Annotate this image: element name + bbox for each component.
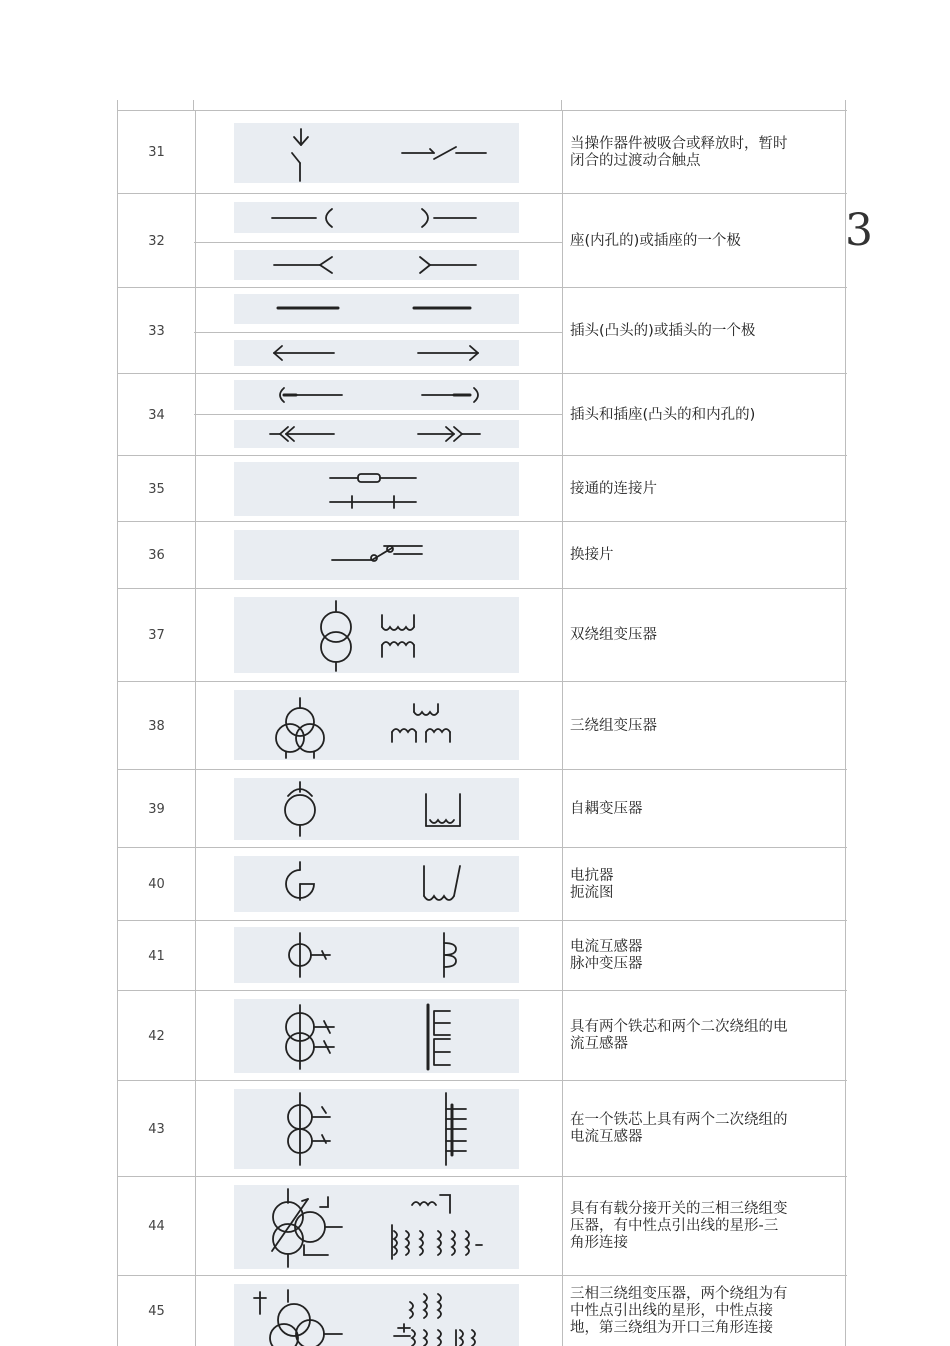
table-row [117, 373, 847, 456]
symbol-38 [234, 690, 519, 760]
symbol-43 [234, 1089, 519, 1169]
symbol-cell [194, 456, 563, 522]
table-row [117, 588, 847, 682]
page-mark: 3 [845, 205, 873, 256]
symbol-31 [234, 123, 519, 183]
symbol-cell [194, 921, 563, 991]
table-row [117, 110, 847, 194]
description: 双绕组变压器 [562, 589, 846, 682]
description: 插头和插座(凸头的和内孔的) [562, 374, 846, 456]
row-number: 31 [117, 111, 196, 194]
table-row [117, 287, 847, 374]
table-row [117, 847, 847, 921]
symbol-33b [234, 340, 519, 366]
symbol-35 [234, 462, 519, 516]
symbol-42 [234, 999, 519, 1073]
symbol-cell [194, 111, 563, 194]
table-row [117, 769, 847, 848]
symbol-table [117, 110, 847, 1342]
description: 换接片 [562, 522, 846, 589]
row-number: 42 [117, 991, 196, 1081]
row-number: 45 [117, 1276, 196, 1346]
row-number: 33 [117, 288, 196, 374]
symbol-33a [234, 294, 519, 324]
symbol-34a [234, 380, 519, 410]
row-number: 41 [117, 921, 196, 991]
table-row [117, 681, 847, 770]
symbol-cell [194, 1177, 563, 1276]
symbol-cell [194, 991, 563, 1081]
table-top-rule [845, 100, 846, 110]
row-number: 36 [117, 522, 196, 589]
symbol-36 [234, 530, 519, 580]
description: 三绕组变压器 [562, 682, 846, 770]
symbol-cell [194, 522, 563, 589]
table-row [117, 1080, 847, 1177]
description: 插头(凸头的)或插头的一个极 [562, 288, 846, 374]
description: 自耦变压器 [562, 770, 846, 848]
table-row [117, 920, 847, 991]
row-number: 35 [117, 456, 196, 522]
description: 座(内孔的)或插座的一个极 [562, 194, 846, 288]
row-number: 44 [117, 1177, 196, 1276]
table-top-rule [193, 100, 194, 110]
description: 具有有载分接开关的三相三绕组变 压器，有中性点引出线的星形-三 角形连接 [562, 1177, 846, 1276]
symbol-39 [234, 778, 519, 840]
symbol-45 [234, 1284, 519, 1346]
table-row [117, 990, 847, 1081]
row-divider [194, 414, 562, 415]
row-number: 43 [117, 1081, 196, 1177]
symbol-44 [234, 1185, 519, 1269]
description: 电流互感器 脉冲变压器 [562, 921, 846, 991]
symbol-cell [194, 1276, 563, 1346]
row-number: 34 [117, 374, 196, 456]
table-row [117, 521, 847, 589]
row-number: 40 [117, 848, 196, 921]
table-top-rule [117, 100, 118, 110]
symbol-cell [194, 589, 563, 682]
symbol-cell [194, 288, 563, 374]
table-row [117, 1176, 847, 1276]
symbol-cell [194, 848, 563, 921]
table-row [117, 1275, 847, 1346]
table-row [117, 193, 847, 288]
symbol-cell [194, 194, 563, 288]
symbol-cell [194, 374, 563, 456]
symbol-cell [194, 1081, 563, 1177]
symbol-32a [234, 202, 519, 233]
description: 电抗器 扼流图 [562, 848, 846, 921]
row-number: 32 [117, 194, 196, 288]
description: 当操作器件被吸合或释放时，暂时 闭合的过渡动合触点 [562, 111, 846, 194]
description: 三相三绕组变压器，两个绕组为有 中性点引出线的星形，中性点接 地，第三绕组为开口三角形连接 [562, 1276, 846, 1346]
row-number: 37 [117, 589, 196, 682]
symbol-40 [234, 856, 519, 912]
description: 在一个铁芯上具有两个二次绕组的 电流互感器 [562, 1081, 846, 1177]
symbol-41 [234, 927, 519, 983]
table-top-rule [561, 100, 562, 110]
row-number: 38 [117, 682, 196, 770]
symbol-32b [234, 250, 519, 280]
table-row [117, 455, 847, 522]
symbol-cell [194, 682, 563, 770]
row-divider [194, 332, 562, 333]
symbol-cell [194, 770, 563, 848]
description: 具有两个铁芯和两个二次绕组的电 流互感器 [562, 991, 846, 1081]
row-divider [194, 242, 562, 243]
symbol-34b [234, 420, 519, 448]
description: 接通的连接片 [562, 456, 846, 522]
row-number: 39 [117, 770, 196, 848]
symbol-37 [234, 597, 519, 673]
